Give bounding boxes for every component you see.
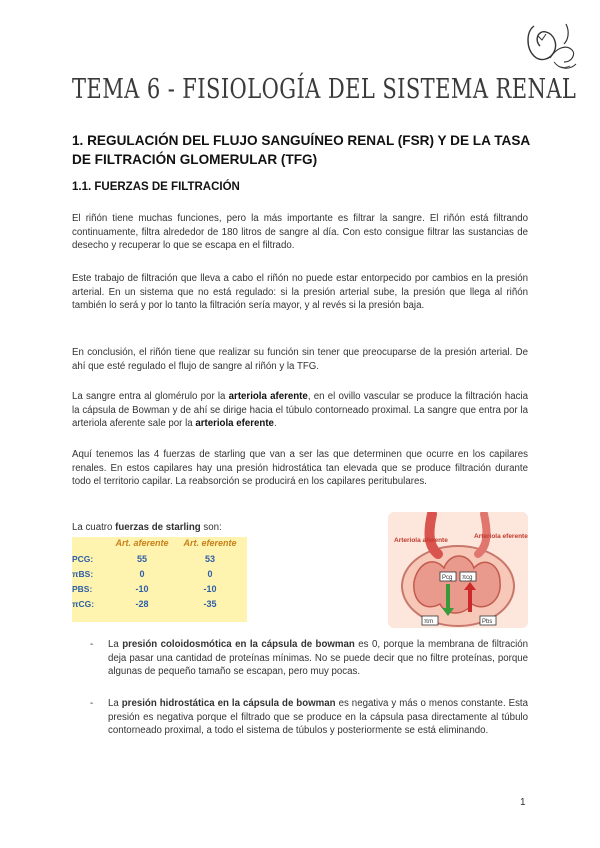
force-label: πBS: (72, 568, 94, 579)
forces-table-corner (72, 538, 108, 551)
diagram-label-picg: πcg (462, 575, 473, 581)
term-fuerzas-starling: fuerzas de starling (115, 522, 201, 533)
term-arteriola-eferente: arteriola eferente (195, 418, 274, 430)
force-value-eferente: -10 (203, 583, 217, 594)
term-presion-hidrostatica: presión hidrostática en la cápsula de bowman (121, 698, 336, 709)
bullet-dash: - (90, 639, 94, 650)
capillary-tuft-shape (414, 556, 500, 613)
term-arteriola-aferente: arteriola aferente (228, 391, 308, 402)
table-row (72, 566, 244, 581)
force-label: πCG: (72, 598, 95, 609)
paragraph-4-text-c: , en el ovillo vascular se produce la filtración hacia la cápsula de Bowman y de ahí se dirige hacia el túbulo contorneado proximal. La sangre que entra por la arteriola aferente sale por la (72, 391, 528, 430)
starling-intro (72, 522, 222, 533)
paragraph-2: Este trabajo de filtración que lleva a cabo el riñón no puede estar entorpecido por cambios en la presión arterial. En un sistema que no está regulado: si la presión arterial sube, la presión que llega al riñón también lo será y por lo tanto la filtración sería mayor, y al revés si la presión baja. (72, 273, 528, 312)
paragraph-3: En conclusión, el riñón tiene que realizar su función sin tener que preocuparse de la presión arterial. De ahí que esté regulado el flujo de sangre al riñón y la TFG. (72, 347, 528, 372)
diagram-label-pb: Pbs (482, 619, 493, 625)
force-label: PCG: (72, 553, 94, 564)
force-value-aferente: 0 (139, 568, 145, 579)
bullet-item-1 (92, 638, 528, 679)
forces-header-eferente: Art. eferente (183, 538, 237, 548)
diagram-label-pi: πm (424, 619, 434, 625)
starling-intro-c: son: (200, 522, 222, 533)
bullet-2-text-a: La (108, 698, 122, 709)
table-row (72, 551, 244, 566)
force-value-eferente: 53 (204, 553, 215, 564)
bullet-item-2 (92, 697, 528, 738)
force-value-aferente: 55 (136, 553, 147, 564)
page-number: 1 (520, 797, 526, 808)
paragraph-5: Aquí tenemos las 4 fuerzas de starling que van a ser las que determinen que ocurre en los capilares renales. En estos capilares hay una presión hidrostática tan elevada que se produce filtración durante todo el territorio capilar. La reabsorción se producirá en los capilares peritubulares. (72, 449, 528, 488)
glomerulus-diagram (388, 512, 528, 628)
diagram-label-pcg: Pcg (442, 575, 453, 581)
bullet-1-text-c: es 0, porque la membrana de filtración deja pasar una cantidad de proteínas mínimas. No se puede decir que no filtre proteínas, porque algunas de pequeño tamaño se escapan, pero muy pocas. (108, 639, 529, 678)
paragraph-4 (72, 390, 528, 431)
force-value-aferente: -28 (135, 598, 149, 609)
paragraph-1: El riñón tiene muchas funciones, pero la más importante es filtrar la sangre. El riñón está filtrando continuamente, filtra alrededor de 180 litros de sangre al día. Con esto consigue filtrar las sustancias de desecho y recuperar lo que se escapa en el filtrado. (72, 213, 528, 252)
bullet-2-text-c: es negativa y más o menos constante. Esta presión es negativa porque el filtrado que se produce en la cápsula pasa directamente al túbulo contorneado proximal, a todo el sistema de túbulos y posteriormente se está eliminando. (108, 698, 529, 737)
starling-intro-a: La cuatro (72, 522, 116, 533)
forces-table (72, 538, 244, 611)
force-value-eferente: 0 (207, 568, 213, 579)
force-value-eferente: -35 (203, 598, 217, 609)
force-value-aferente: -10 (135, 583, 149, 594)
diagram-label-eferente: Arteriola eferente (474, 533, 528, 540)
paragraph-4-text-a: La sangre entra al glomérulo por la (72, 391, 229, 402)
bullet-dash: - (90, 698, 94, 709)
author-logo-icon (520, 18, 582, 78)
diagram-label-aferente: Arteriola aferente (394, 537, 448, 544)
document-title: TEMA 6 - FISIOLOGÍA DEL SISTEMA RENAL (72, 74, 577, 105)
paragraph-4-text-e: . (273, 418, 277, 430)
subsection-heading: 1.1. FUERZAS DE FILTRACIÓN (72, 181, 240, 193)
term-presion-coloidosmotica: presión coloidosmótica en la cápsula de bowman (122, 639, 355, 650)
table-row (72, 581, 244, 596)
section-heading: 1. REGULACIÓN DEL FLUJO SANGUÍNEO RENAL (FSR) Y DE LA TASA DE FILTRACIÓN GLOMERULAR (TFG) (72, 133, 530, 167)
table-row (72, 596, 244, 611)
bullet-1-text-a: La (108, 639, 123, 650)
forces-header-aferente: Art. aferente (115, 538, 169, 548)
force-label: PBS: (72, 583, 93, 594)
